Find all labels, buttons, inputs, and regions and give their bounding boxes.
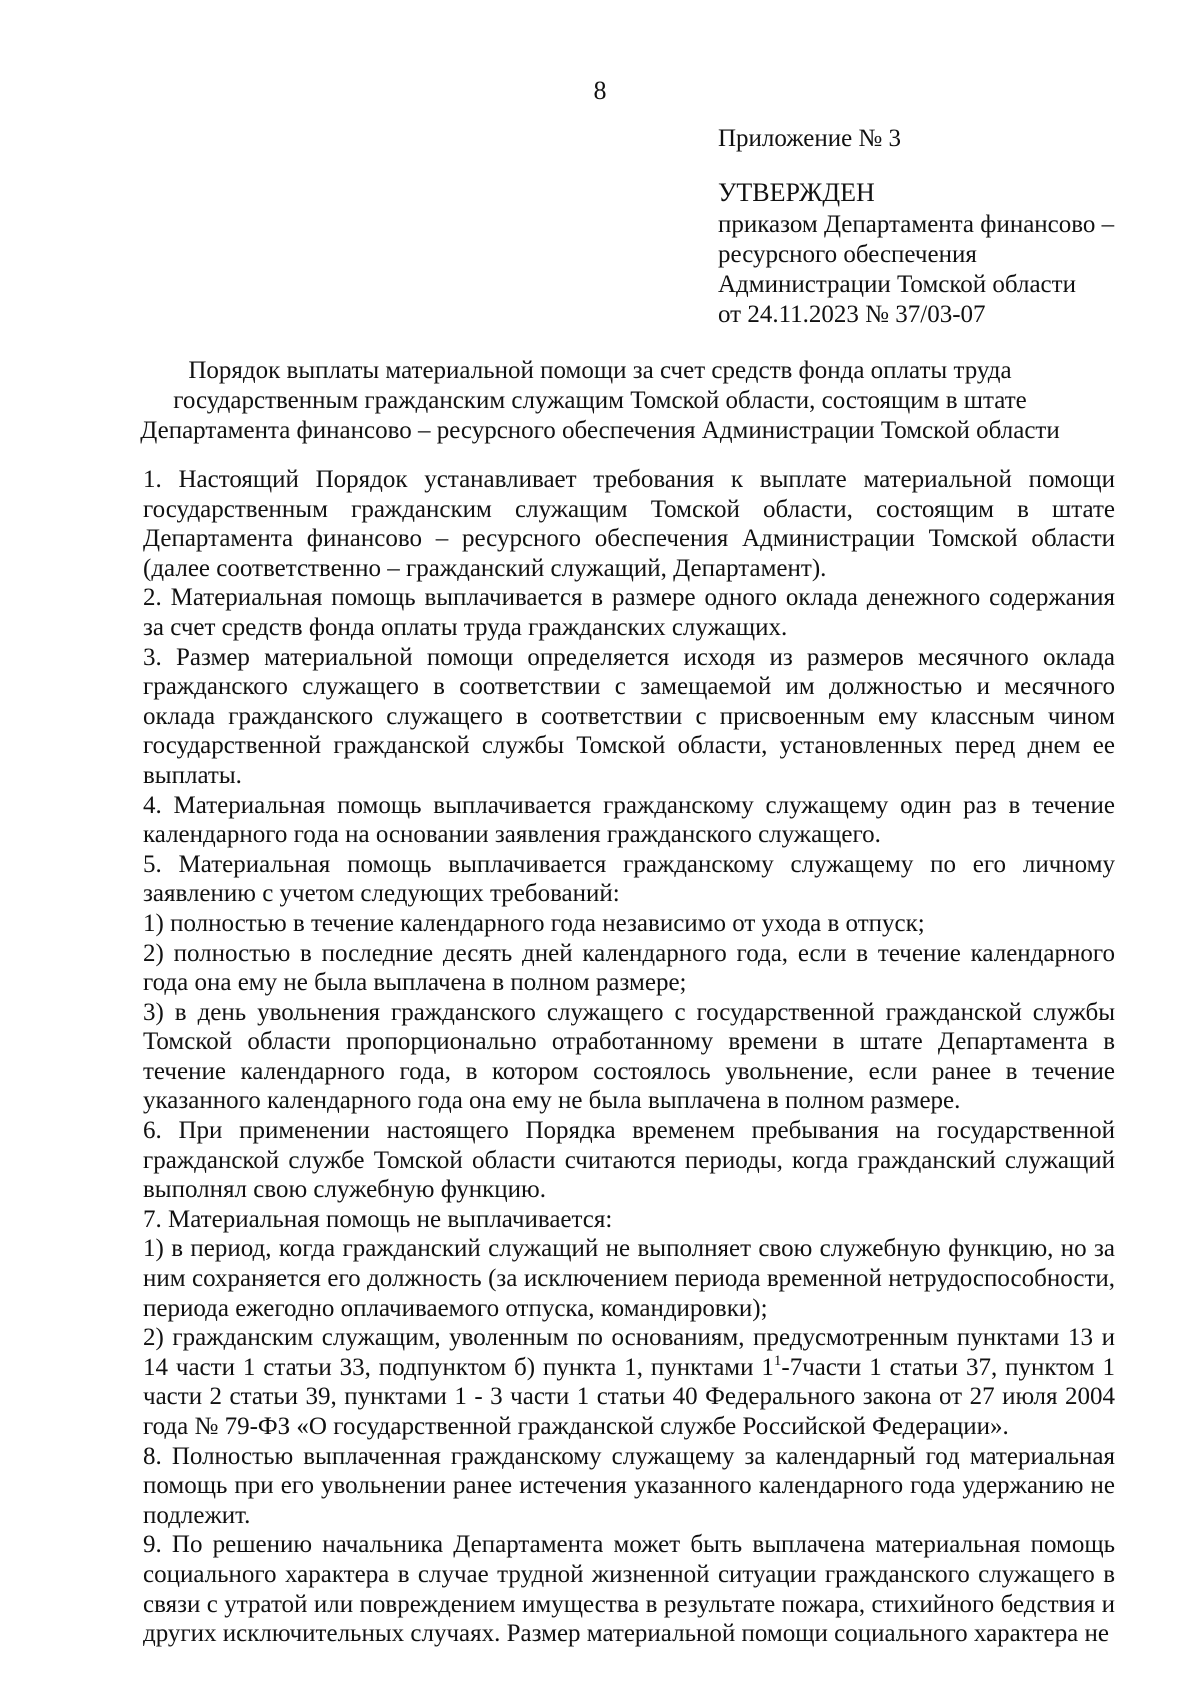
- page-number: 8: [593, 76, 607, 105]
- title-line: Департамента финансово – ресурсного обеспечения Администрации Томской области: [140, 417, 1060, 444]
- paragraph-6: 6. При применении настоящего Порядка временем пребывания на государственной гражданской службе Томской области считаются периоды, когда гражданский служащий выполнял свою служебную функцию.: [143, 1117, 1115, 1204]
- paragraph-7-2-text-start: 2) гражданским служащим, уволенным по основаниям, предусмотренным пунктами 13 и 14 части 1 статьи 33, подпунктом б) пункта 1, пунктами 1: [143, 1324, 1115, 1381]
- paragraph-4: 4. Материальная помощь выплачивается гражданскому служащему один раз в течение календарного года на основании заявления гражданского служащего.: [143, 791, 1115, 849]
- approval-block: [718, 124, 1114, 330]
- paragraph-2: 2. Материальная помощь выплачивается в размере одного оклада денежного содержания за счет средств фонда оплаты труда гражданских служащих.: [143, 584, 1115, 641]
- paragraph-5-3: 3) в день увольнения гражданского служащего с государственной гражданской службы Томской области пропорционально отработанному времени в штате Департамента в течение календарного года, в котором состоялось увольнение, если ранее в течение указанного календарного года она ему не была выплачена в полном размере.: [143, 998, 1115, 1115]
- paragraph-5: 5. Материальная помощь выплачивается гражданскому служащему по его личному заявлению с учетом следующих требований:: [143, 850, 1115, 908]
- paragraph-8: 8. Полностью выплаченная гражданскому служащему за календарный год материальная помощь при его увольнении ранее истечения указанного календарного года удержанию не подлежит.: [143, 1442, 1115, 1529]
- paragraph-1: 1. Настоящий Порядок устанавливает требования к выплате материальной помощи государственным гражданским служащим Томской области, состоящим в штате Департамента финансово – ресурсного обеспечения Администрации Томской области (далее соответственно – гражданский служащий, Департамент).: [143, 466, 1115, 582]
- title-line: Порядок выплаты материальной помощи за счет средств фонда оплаты труда: [188, 357, 1012, 384]
- superscript-marker: 1: [773, 1352, 782, 1369]
- approved-heading: УТВЕРЖДЕН: [718, 178, 875, 207]
- approval-line: приказом Департамента финансово –: [718, 211, 1115, 238]
- paragraph-5-2: 2) полностью в последние десять дней календарного года, если в течение календарного года она ему не была выплачена в полном размере;: [143, 939, 1115, 997]
- document-title: [130, 356, 1070, 446]
- document-body: [143, 465, 1115, 1649]
- approval-line: Администрации Томской области: [718, 271, 1076, 298]
- paragraph-7-2: [143, 1323, 1115, 1441]
- paragraph-7-1: 1) в период, когда гражданский служащий не выполняет свою служебную функцию, но за ним сохраняется его должность (за исключением периода временной нетрудоспособности, периода ежегодно оплачиваемого отпуска, командировки);: [143, 1235, 1115, 1322]
- approval-line: ресурсного обеспечения: [718, 241, 977, 268]
- appendix-label: Приложение № 3: [718, 125, 902, 152]
- paragraph-5-1: 1) полностью в течение календарного года независимо от ухода в отпуск;: [143, 909, 925, 937]
- paragraph-9: 9. По решению начальника Департамента может быть выплачена материальная помощь социального характера в случае трудной жизненной ситуации гражданского служащего в связи с утратой или повреждением имущества в результате пожара, стихийного бедствия и других исключительных случаях. Размер материальной помощи социального характера не: [143, 1531, 1115, 1648]
- paragraph-7-2-text-end: -7части 1 статьи 37, пунктом 1 части 2 статьи 39, пунктами 1 - 3 части 1 статьи 40 Федерального закона от 27 июля 2004 года № 79-ФЗ «О государственной гражданской службе Российской Федерации».: [143, 1353, 1115, 1440]
- paragraph-3: 3. Размер материальной помощи определяется исходя из размеров месячного оклада гражданского служащего в соответствии с замещаемой им должностью и месячного оклада гражданского служащего в соответствии с присвоенным ему классным чином государственной гражданской службы Томской области, установленных перед днем ее выплаты.: [143, 643, 1115, 789]
- paragraph-7: 7. Материальная помощь не выплачивается:: [143, 1205, 613, 1233]
- approval-date-line: от 24.11.2023 № 37/03-07: [718, 301, 986, 328]
- title-line: государственным гражданским служащим Томской области, состоящим в штате: [173, 387, 1027, 414]
